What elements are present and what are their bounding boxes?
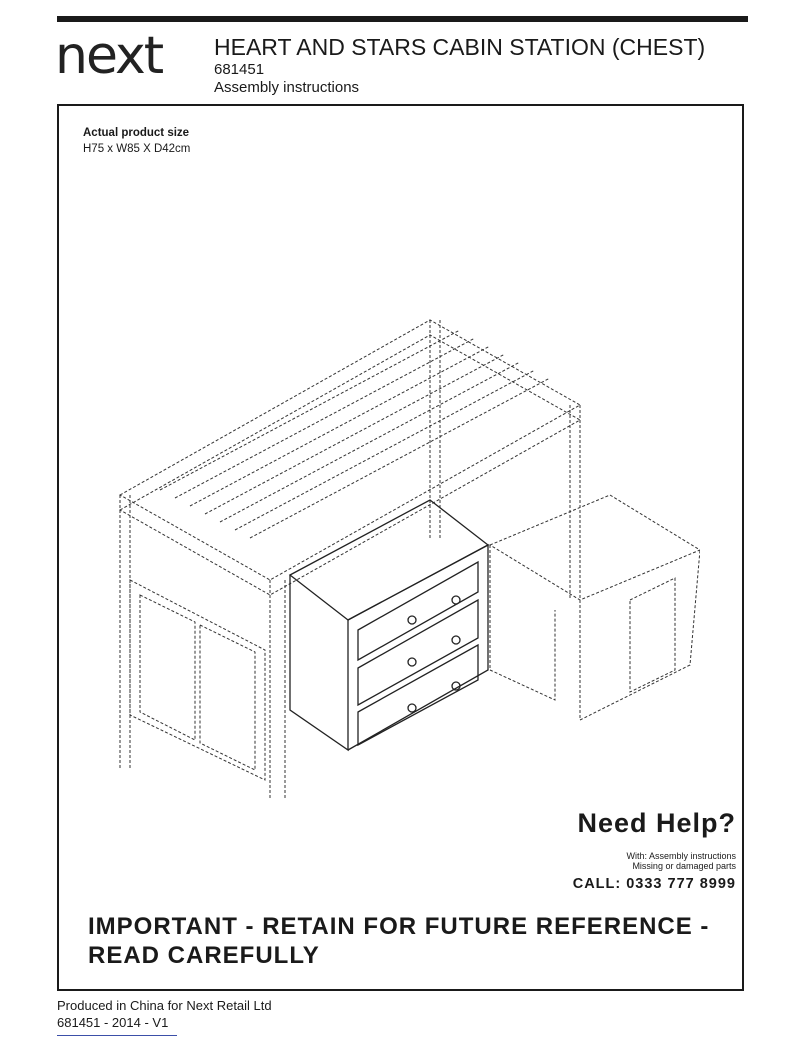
product-code: 681451 (214, 61, 265, 78)
footer-rule (57, 1035, 177, 1036)
footer-version: 681451 - 2014 - V1 (57, 1015, 169, 1030)
help-phone: CALL: 0333 777 8999 (572, 876, 736, 892)
help-with-line1: With: Assembly instructions (626, 851, 736, 861)
brand-logo: next (55, 26, 163, 86)
need-help-heading: Need Help? (577, 808, 736, 838)
product-size-value: H75 x W85 X D42cm (83, 143, 191, 155)
document-subtitle: Assembly instructions (214, 79, 360, 96)
help-with-line2: Missing or damaged parts (632, 861, 736, 871)
footer-produced: Produced in China for Next Retail Ltd (57, 998, 272, 1013)
document-title: HEART AND STARS CABIN STATION (CHEST) (214, 34, 706, 60)
product-size-label: Actual product size (83, 127, 190, 139)
top-rule (57, 16, 748, 22)
important-notice: IMPORTANT - RETAIN FOR FUTURE REFERENCE - READ CAREFULLY (88, 913, 710, 969)
product-illustration (100, 300, 700, 810)
